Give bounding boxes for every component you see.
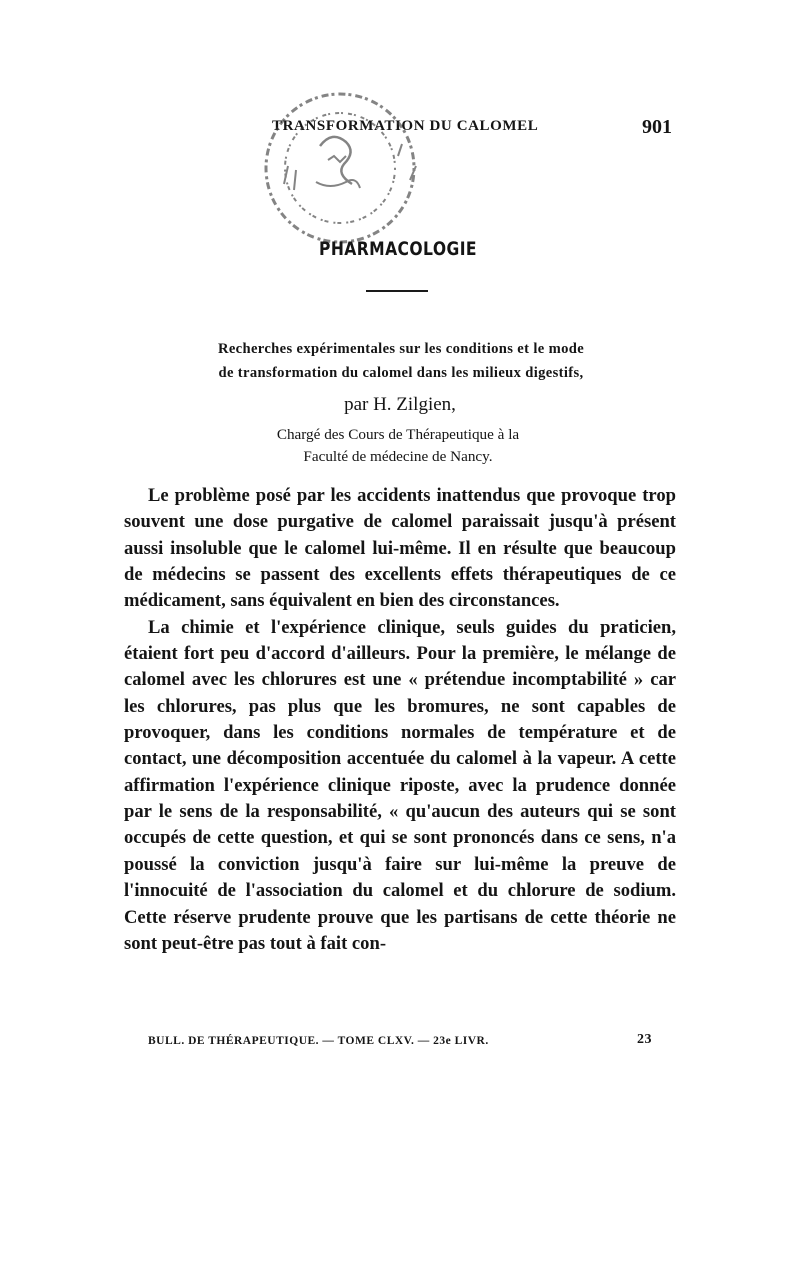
heading-rule xyxy=(366,290,428,292)
journal-reference: BULL. DE THÉRAPEUTIQUE. — TOME CLXV. — 23e LIVR. xyxy=(148,1035,489,1047)
body-paragraph: La chimie et l'expérience clinique, seuls guides du praticien, étaient fort peu d'accord d'ailleurs. Pour la première, le mélange de calomel avec les chlorures est une « prétendue incomptabilité » car les chlorures, pas plus que les bromures, ne sont capables de provoquer, dans les conditions normales de température et de contact, une décomposition accentuée du calomel à la vapeur. A cette affirmation l'expérience clinique riposte, avec la prudence donnée par le sens de la responsabilité, « qu'aucun des auteurs qui se sont occupés de cette question, et qui se sont prononcés dans ce sens, n'a poussé la conviction jusqu'à faire sur lui-même la preuve de l'innocuité de l'association du calomel et du chlorure de sodium. Cette réserve prudente prouve que les partisans de cette théorie ne sont peut-être pas tout à fait con- xyxy=(124,616,676,954)
body-paragraph: Le problème posé par les accidents inattendus que provoque trop souvent une dose purgative de calomel paraissait jusqu'à présent aussi insoluble que le calomel lui-même. Il en résulte que beaucoup de médecins se passent des excellents effets thérapeutiques de ce médicament, sans équivalent en bien des circonstances. xyxy=(124,485,676,612)
library-stamp-icon xyxy=(258,84,422,252)
article-title-line: Recherches expérimentales sur les conditions et le mode xyxy=(217,341,585,357)
author-affiliation: Chargé des Cours de Thérapeutique à la xyxy=(276,426,520,443)
author-affiliation: Faculté de médecine de Nancy. xyxy=(303,448,493,465)
body-text xyxy=(124,483,676,1023)
article-title xyxy=(118,337,684,385)
section-heading: PHARMACOLOGIE xyxy=(319,238,477,260)
article-title-line: de transformation du calomel dans les milieux digestifs, xyxy=(218,365,584,381)
running-head-title: TRANSFORMATION DU CALOMEL xyxy=(272,118,539,134)
signature-mark: 23 xyxy=(637,1032,652,1047)
page-footer xyxy=(148,1032,652,1052)
page-number: 901 xyxy=(642,116,672,138)
author-byline: par H. Zilgien, xyxy=(344,394,456,415)
